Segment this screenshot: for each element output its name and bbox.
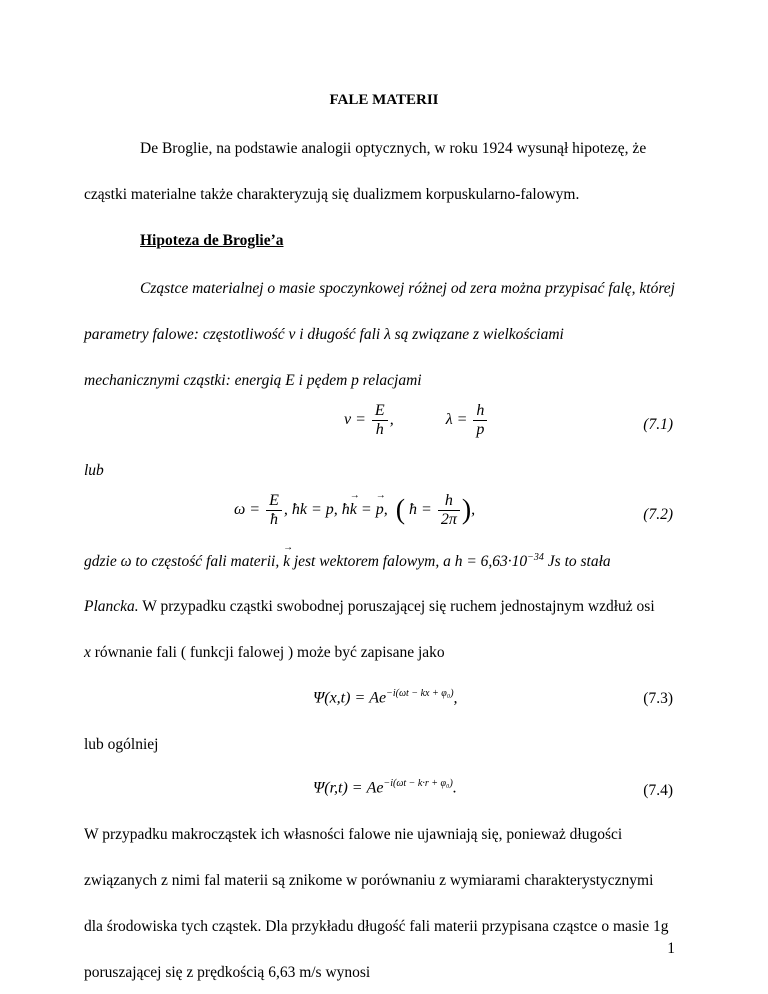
closing-line-1: W przypadku makrocząstek ich własności falowe nie ujawniają się, ponieważ długości	[84, 826, 623, 843]
equation-number-7-3: (7.3)	[643, 690, 673, 707]
equation-number-7-4: (7.4)	[643, 782, 673, 799]
hypothesis-line-2: parametry falowe: częstotliwość ν i długość fali λ są związane z wielkościami	[84, 326, 564, 343]
lub-label-2: lub ogólniej	[84, 736, 159, 753]
eq2-part4: ,	[383, 501, 388, 519]
eq2-fraction: $\frac{E}{ħ}$	[266, 492, 282, 529]
eq1-lhs1: ν =	[344, 411, 366, 429]
eq1-comma: ,	[389, 411, 394, 429]
eq1-fraction-2: $\frac{h}{p}$	[473, 402, 487, 439]
equation-number-7-2: (7.2)	[643, 506, 673, 523]
eq2-omega: ω =	[234, 501, 261, 519]
eq1-lhs2: λ =	[445, 411, 468, 429]
eq2-part3: =	[356, 501, 376, 519]
hypothesis-line-1: Cząstce materialnej o masie spoczynkowej różnej od zera można przypisać falę, której	[140, 280, 675, 297]
intro-line-1: De Broglie, na podstawie analogii optycznych, w roku 1924 wysunął hipotezę, że	[140, 140, 647, 157]
eq1-fraction-1: $\frac{E}{h}$	[372, 402, 388, 439]
eq2-p-vector: → p	[376, 501, 384, 519]
page-title: FALE MATERII	[329, 92, 439, 108]
intro-line-2: cząstki materialne także charakteryzują się dualizmem korpuskularno-falowym.	[84, 186, 580, 203]
equation-number-7-1: (7.1)	[643, 416, 673, 433]
k-vector-symbol: → k	[283, 553, 290, 571]
eq2-hbar-fraction: $\frac{h}{2\pi}$	[438, 492, 460, 529]
section-heading: Hipoteza de Broglie’a	[140, 232, 284, 249]
eq2-trail: ,	[471, 501, 476, 519]
eq2-k-vector: → k	[350, 501, 357, 519]
hypothesis-line-3: mechanicznymi cząstki: energią E i pędem p relacjami	[84, 372, 422, 389]
page-number: 1	[667, 940, 675, 957]
gdzie-line-2: Plancka. W przypadku cząstki swobodnej poruszającej się ruchem jednostajnym wzdłuż osi	[84, 598, 655, 615]
equation-7-4: $\Psi(r,t) = Ae^{-i(\omega t - k\cdot r + \varphi_0)}$.	[313, 778, 457, 797]
gdzie-line-1: gdzie ω to częstość fali materii, → k jest wektorem falowym, a $h = 6,63\cdot 10^{-34}$ Js to stała	[84, 552, 611, 571]
closing-line-2: związanych z nimi fal materii są znikome w porównaniu z wymiarami charakterystycznymi	[84, 872, 654, 889]
lub-label-1: lub	[84, 462, 104, 479]
gdzie-line-3: x równanie fali ( funkcji falowej ) może być zapisane jako	[84, 644, 445, 661]
closing-line-3: dla środowiska tych cząstek. Dla przykładu długość fali materii przypisana cząstce o masie 1g	[84, 918, 669, 935]
eq2-part2: , ħk = p, ħ	[283, 501, 350, 519]
equation-7-2: ω = $\frac{E}{ħ}$ , ħk = p, ħ→ k = → p, ( ħ = $\frac{h}{2\pi}$ ),	[234, 492, 475, 529]
closing-line-4: poruszającej się z prędkością 6,63 m/s wynosi	[84, 964, 371, 981]
equation-7-1	[344, 402, 489, 439]
eq2-hbar: ħ =	[409, 501, 432, 519]
equation-7-3: $\Psi(x,t) = Ae^{-i(\omega t - kx + \varphi_0)}$,	[313, 688, 458, 707]
